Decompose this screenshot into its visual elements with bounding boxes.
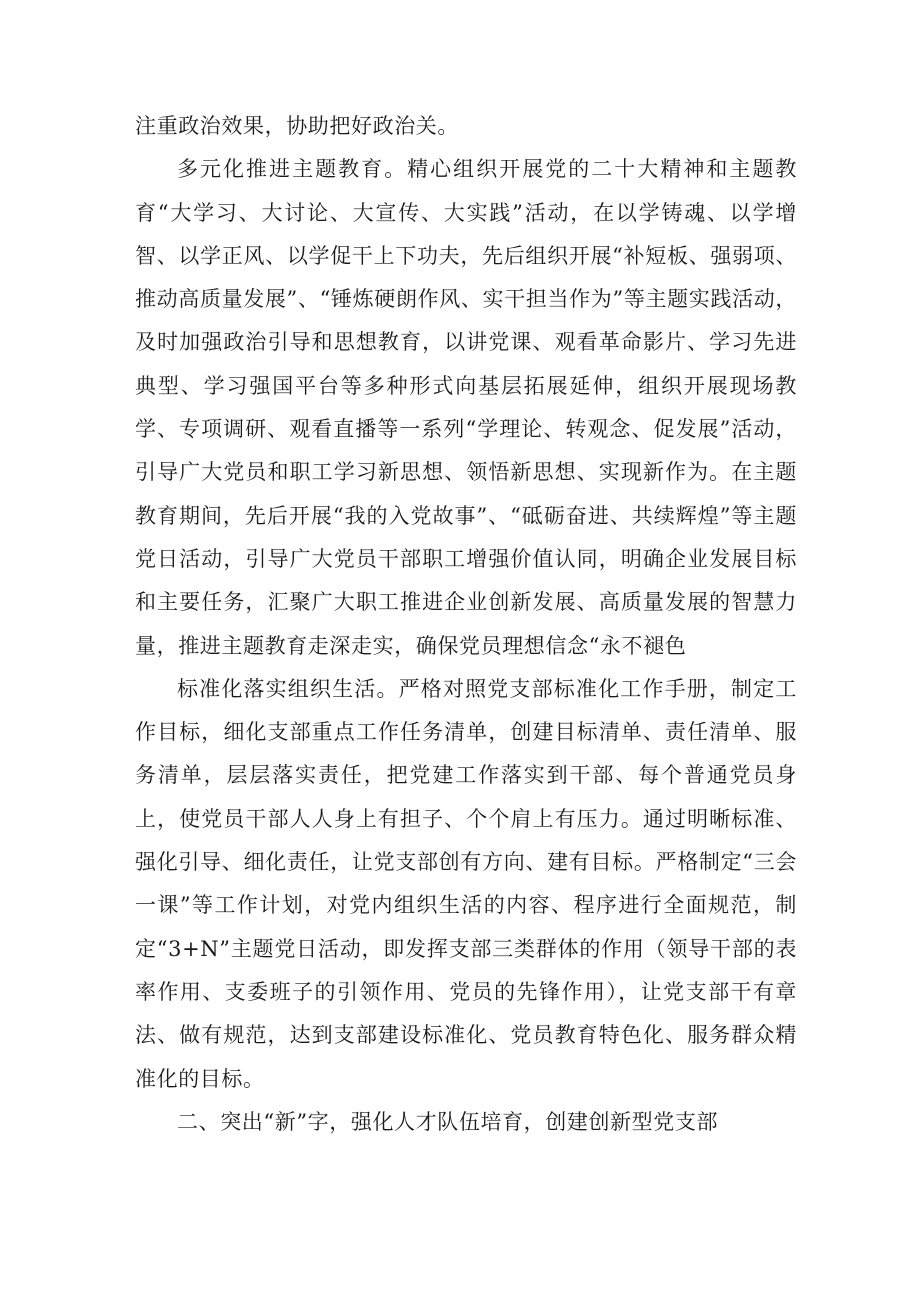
paragraph-organization-life: 标准化落实组织生活。严格对照党支部标准化工作手册，制定工作目标，细化支部重点工作任务清单，创建目标清单、责任清单、服务清单，层层落实责任，把党建工作落实到干部、每个普通党员身上，使党员干部人人身上有担子、个个肩上有压力。通过明晰标准、强化引导、细化责任，让党支部创有方向、建有目标。严格制定“三会一课”等工作计划，对党内组织生活的内容、程序进行全面规范，制定“3+N”主题党日活动，即发挥支部三类群体的作用（领导干部的表率作用、支委班子的引领作用、党员的先锋作用），让党支部干有章法、做有规范，达到支部建设标准化、党员教育特色化、服务群众精准化的目标。 [135, 676, 797, 1091]
document-body [135, 105, 797, 1144]
paragraph-theme-education: 多元化推进主题教育。精心组织开展党的二十大精神和主题教育“大学习、大讨论、大宣传、大实践”活动，在以学铸魂、以学增智、以学正风、以学促干上下功夫，先后组织开展“补短板、强弱项、推动高质量发展”、“锤炼硬朗作风、实干担当作为”等主题实践活动，及时加强政治引导和思想教育，以讲党课、观看革命影片、学习先进典型、学习强国平台等多种形式向基层拓展延伸，组织开展现场教学、专项调研、观看直播等一系列“学理论、转观念、促发展”活动，引导广大党员和职工学习新思想、领悟新思想、实现新作为。在主题教育期间，先后开展“我的入党故事”、“砥砺奋进、共续辉煌”等主题党日活动，引导广大党员干部职工增强价值认同，明确企业发展目标和主要任务，汇聚广大职工推进企业创新发展、高质量发展的智慧力量，推进主题教育走深走实，确保党员理想信念“永不褪色 [135, 157, 797, 658]
section-heading: 二、突出“新”字，强化人才队伍培育，创建创新型党支部 [177, 1109, 719, 1134]
paragraph-continuation: 注重政治效果，协助把好政治关。 [135, 114, 459, 138]
